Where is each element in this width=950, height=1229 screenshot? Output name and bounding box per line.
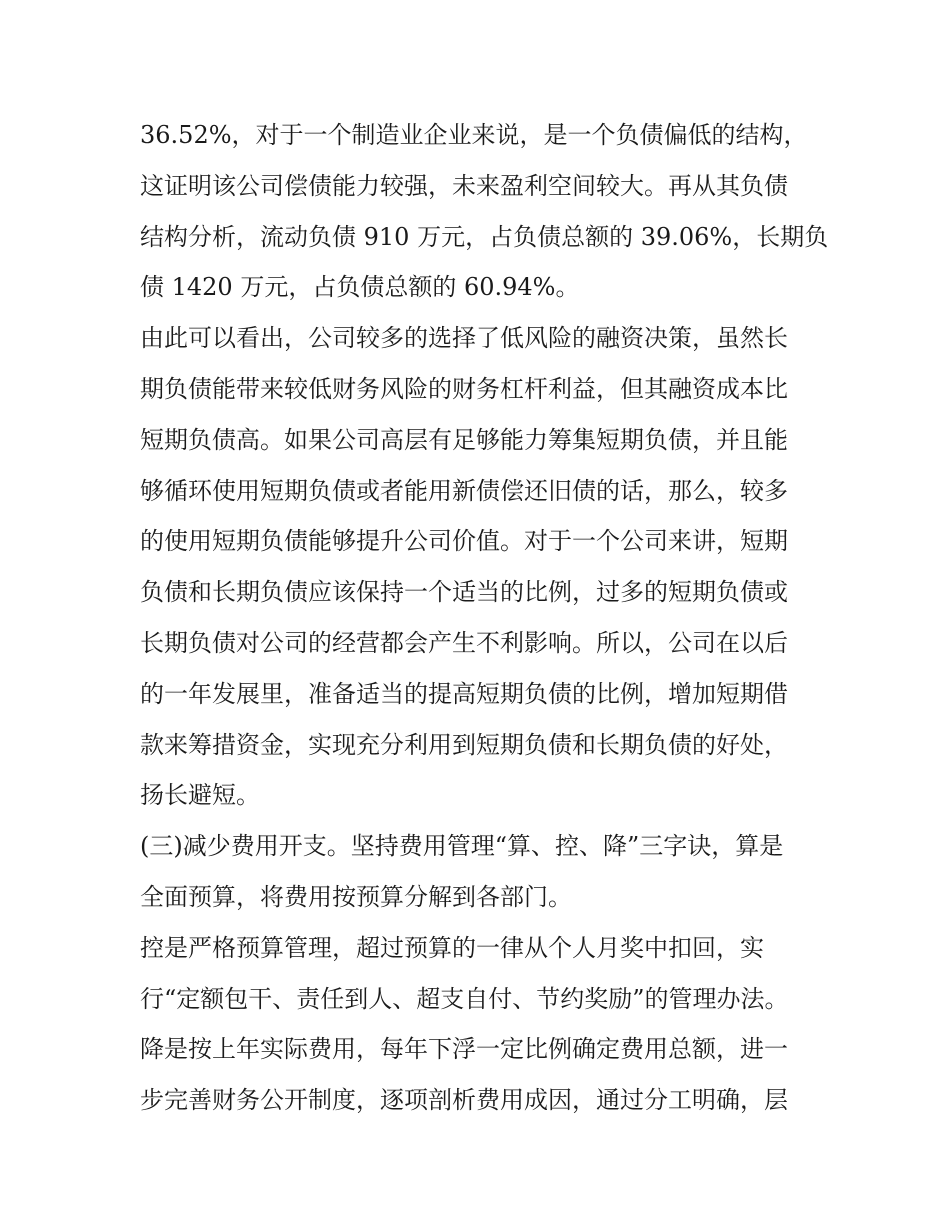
text-line: 款来筹措资金，实现充分利用到短期负债和长期负债的好处，	[140, 730, 788, 759]
text-line: 步完善财务公开制度，逐项剖析费用成因，通过分工明确，层	[140, 1086, 788, 1115]
text-line: 扬长避短。	[140, 781, 260, 810]
text-line: 降是按上年实际费用，每年下浮一定比例确定费用总额，进一	[140, 1035, 788, 1064]
text-line: 期负债能带来较低财务风险的财务杠杆利益，但其融资成本比	[140, 374, 788, 403]
text-line: 这证明该公司偿债能力较强，未来盈利空间较大。再从其负债	[140, 171, 788, 200]
text-line: 债 1420 万元，占负债总额的 60.94%。	[140, 273, 580, 302]
text-line: 的使用短期负债能够提升公司价值。对于一个公司来讲，短期	[140, 527, 788, 556]
text-line: 36.52%，对于一个制造业企业来说，是一个负债偏低的结构，	[140, 121, 808, 149]
text-line: (三)减少费用开支。坚持费用管理“算、控、降”三字诀，算是	[140, 832, 784, 861]
text-line: 全面预算，将费用按预算分解到各部门。	[140, 882, 572, 911]
body-text	[140, 110, 829, 1126]
text-line: 短期负债高。如果公司高层有足够能力筹集短期负债，并且能	[140, 425, 788, 454]
text-line: 结构分析，流动负债 910 万元，占负债总额的 39.06%，长期负	[140, 222, 829, 251]
text-line: 够循环使用短期负债或者能用新债偿还旧债的话，那么，较多	[140, 476, 788, 505]
text-line: 的一年发展里，准备适当的提高短期负债的比例，增加短期借	[140, 679, 788, 708]
text-line: 长期负债对公司的经营都会产生不利影响。所以，公司在以后	[140, 628, 788, 657]
text-line: 负债和长期负债应该保持一个适当的比例，过多的短期负债或	[140, 578, 788, 607]
text-line: 行“定额包干、责任到人、超支自付、节约奖励”的管理办法。	[140, 984, 789, 1013]
text-line: 控是严格预算管理，超过预算的一律从个人月奖中扣回，实	[140, 933, 764, 962]
text-line: 由此可以看出，公司较多的选择了低风险的融资决策，虽然长	[140, 324, 788, 353]
